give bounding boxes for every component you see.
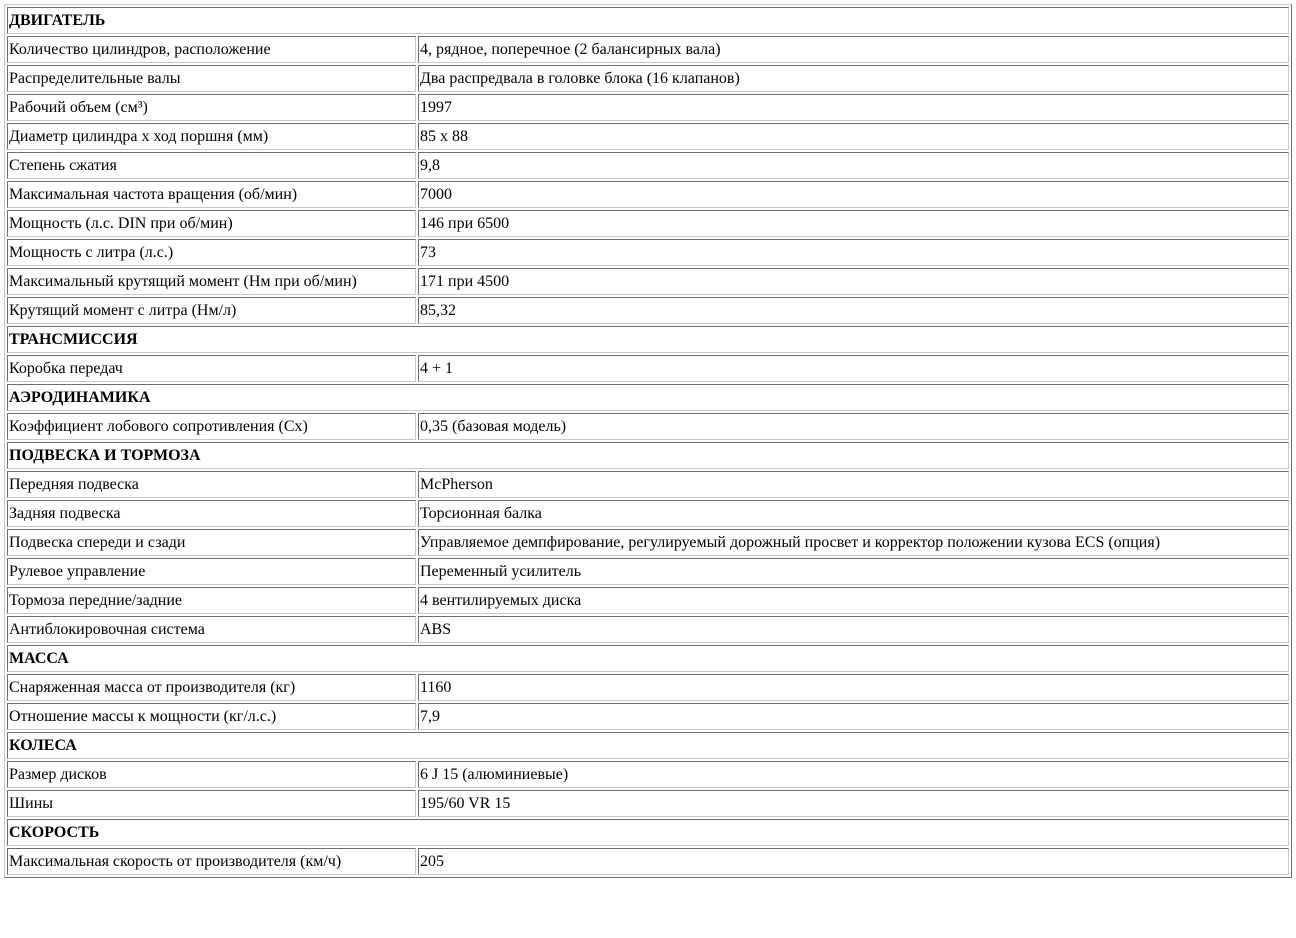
table-row [7, 790, 1289, 817]
spec-value: Управляемое демпфирование, регулируемый дорожный просвет и корректор положении кузова ECS (опция) [418, 529, 1289, 556]
section-title: СКОРОСТЬ [7, 819, 1289, 846]
table-row [7, 674, 1289, 701]
section-title: КОЛЕСА [7, 732, 1289, 759]
spec-label: Коэффициент лобового сопротивления (Сх) [7, 413, 416, 440]
spec-value: 1160 [418, 674, 1289, 701]
spec-label: Шины [7, 790, 416, 817]
spec-label: Распределительные валы [7, 65, 416, 92]
table-row [7, 413, 1289, 440]
section-header-row [7, 819, 1289, 846]
spec-value: 9,8 [418, 152, 1289, 179]
spec-value: ABS [418, 616, 1289, 643]
spec-label: Коробка передач [7, 355, 416, 382]
spec-value: McPherson [418, 471, 1289, 498]
section-header-row [7, 442, 1289, 469]
spec-value: 7,9 [418, 703, 1289, 730]
table-row [7, 848, 1289, 875]
spec-value: 146 при 6500 [418, 210, 1289, 237]
spec-label: Максимальная скорость от производителя (км/ч) [7, 848, 416, 875]
spec-value: 4, рядное, поперечное (2 балансирных вала) [418, 36, 1289, 63]
table-row [7, 297, 1289, 324]
spec-label: Размер дисков [7, 761, 416, 788]
spec-label: Диаметр цилиндра x ход поршня (мм) [7, 123, 416, 150]
table-row [7, 239, 1289, 266]
section-title: ДВИГАТЕЛЬ [7, 7, 1289, 34]
table-row [7, 94, 1289, 121]
section-header-row [7, 326, 1289, 353]
section-header-row [7, 384, 1289, 411]
table-row [7, 181, 1289, 208]
table-row [7, 268, 1289, 295]
table-row [7, 471, 1289, 498]
spec-value: 73 [418, 239, 1289, 266]
table-row [7, 500, 1289, 527]
table-row [7, 210, 1289, 237]
table-row [7, 355, 1289, 382]
spec-value: 171 при 4500 [418, 268, 1289, 295]
spec-label: Снаряженная масса от производителя (кг) [7, 674, 416, 701]
table-row [7, 36, 1289, 63]
spec-label: Мощность (л.с. DIN при об/мин) [7, 210, 416, 237]
spec-value: 4 + 1 [418, 355, 1289, 382]
table-row [7, 587, 1289, 614]
table-row [7, 152, 1289, 179]
section-title: АЭРОДИНАМИКА [7, 384, 1289, 411]
spec-value: Два распредвала в головке блока (16 клапанов) [418, 65, 1289, 92]
section-header-row [7, 645, 1289, 672]
spec-value: 85 x 88 [418, 123, 1289, 150]
section-title: ТРАНСМИССИЯ [7, 326, 1289, 353]
spec-label: Задняя подвеска [7, 500, 416, 527]
spec-label: Антиблокировочная система [7, 616, 416, 643]
spec-value: Переменный усилитель [418, 558, 1289, 585]
spec-value: 0,35 (базовая модель) [418, 413, 1289, 440]
spec-label: Максимальная частота вращения (об/мин) [7, 181, 416, 208]
spec-label: Мощность с литра (л.с.) [7, 239, 416, 266]
table-row [7, 529, 1289, 556]
spec-table-body [7, 7, 1289, 875]
spec-value: 195/60 VR 15 [418, 790, 1289, 817]
table-row [7, 616, 1289, 643]
table-row [7, 761, 1289, 788]
table-row [7, 65, 1289, 92]
spec-label: Тормоза передние/задние [7, 587, 416, 614]
spec-value: 205 [418, 848, 1289, 875]
spec-value: 7000 [418, 181, 1289, 208]
section-header-row [7, 732, 1289, 759]
spec-label: Максимальный крутящий момент (Нм при об/мин) [7, 268, 416, 295]
spec-value: Торсионная балка [418, 500, 1289, 527]
spec-label: Рабочий объем (см³) [7, 94, 416, 121]
spec-value: 1997 [418, 94, 1289, 121]
spec-label: Количество цилиндров, расположение [7, 36, 416, 63]
spec-value: 4 вентилируемых диска [418, 587, 1289, 614]
section-header-row [7, 7, 1289, 34]
spec-label: Рулевое управление [7, 558, 416, 585]
table-row [7, 123, 1289, 150]
spec-label: Подвеска спереди и сзади [7, 529, 416, 556]
table-row [7, 558, 1289, 585]
table-row [7, 703, 1289, 730]
spec-value: 6 J 15 (алюминиевые) [418, 761, 1289, 788]
spec-label: Степень сжатия [7, 152, 416, 179]
section-title: МАССА [7, 645, 1289, 672]
spec-table [4, 4, 1292, 878]
spec-label: Отношение массы к мощности (кг/л.с.) [7, 703, 416, 730]
section-title: ПОДВЕСКА И ТОРМОЗА [7, 442, 1289, 469]
spec-label: Передняя подвеска [7, 471, 416, 498]
spec-label: Крутящий момент с литра (Нм/л) [7, 297, 416, 324]
spec-value: 85,32 [418, 297, 1289, 324]
